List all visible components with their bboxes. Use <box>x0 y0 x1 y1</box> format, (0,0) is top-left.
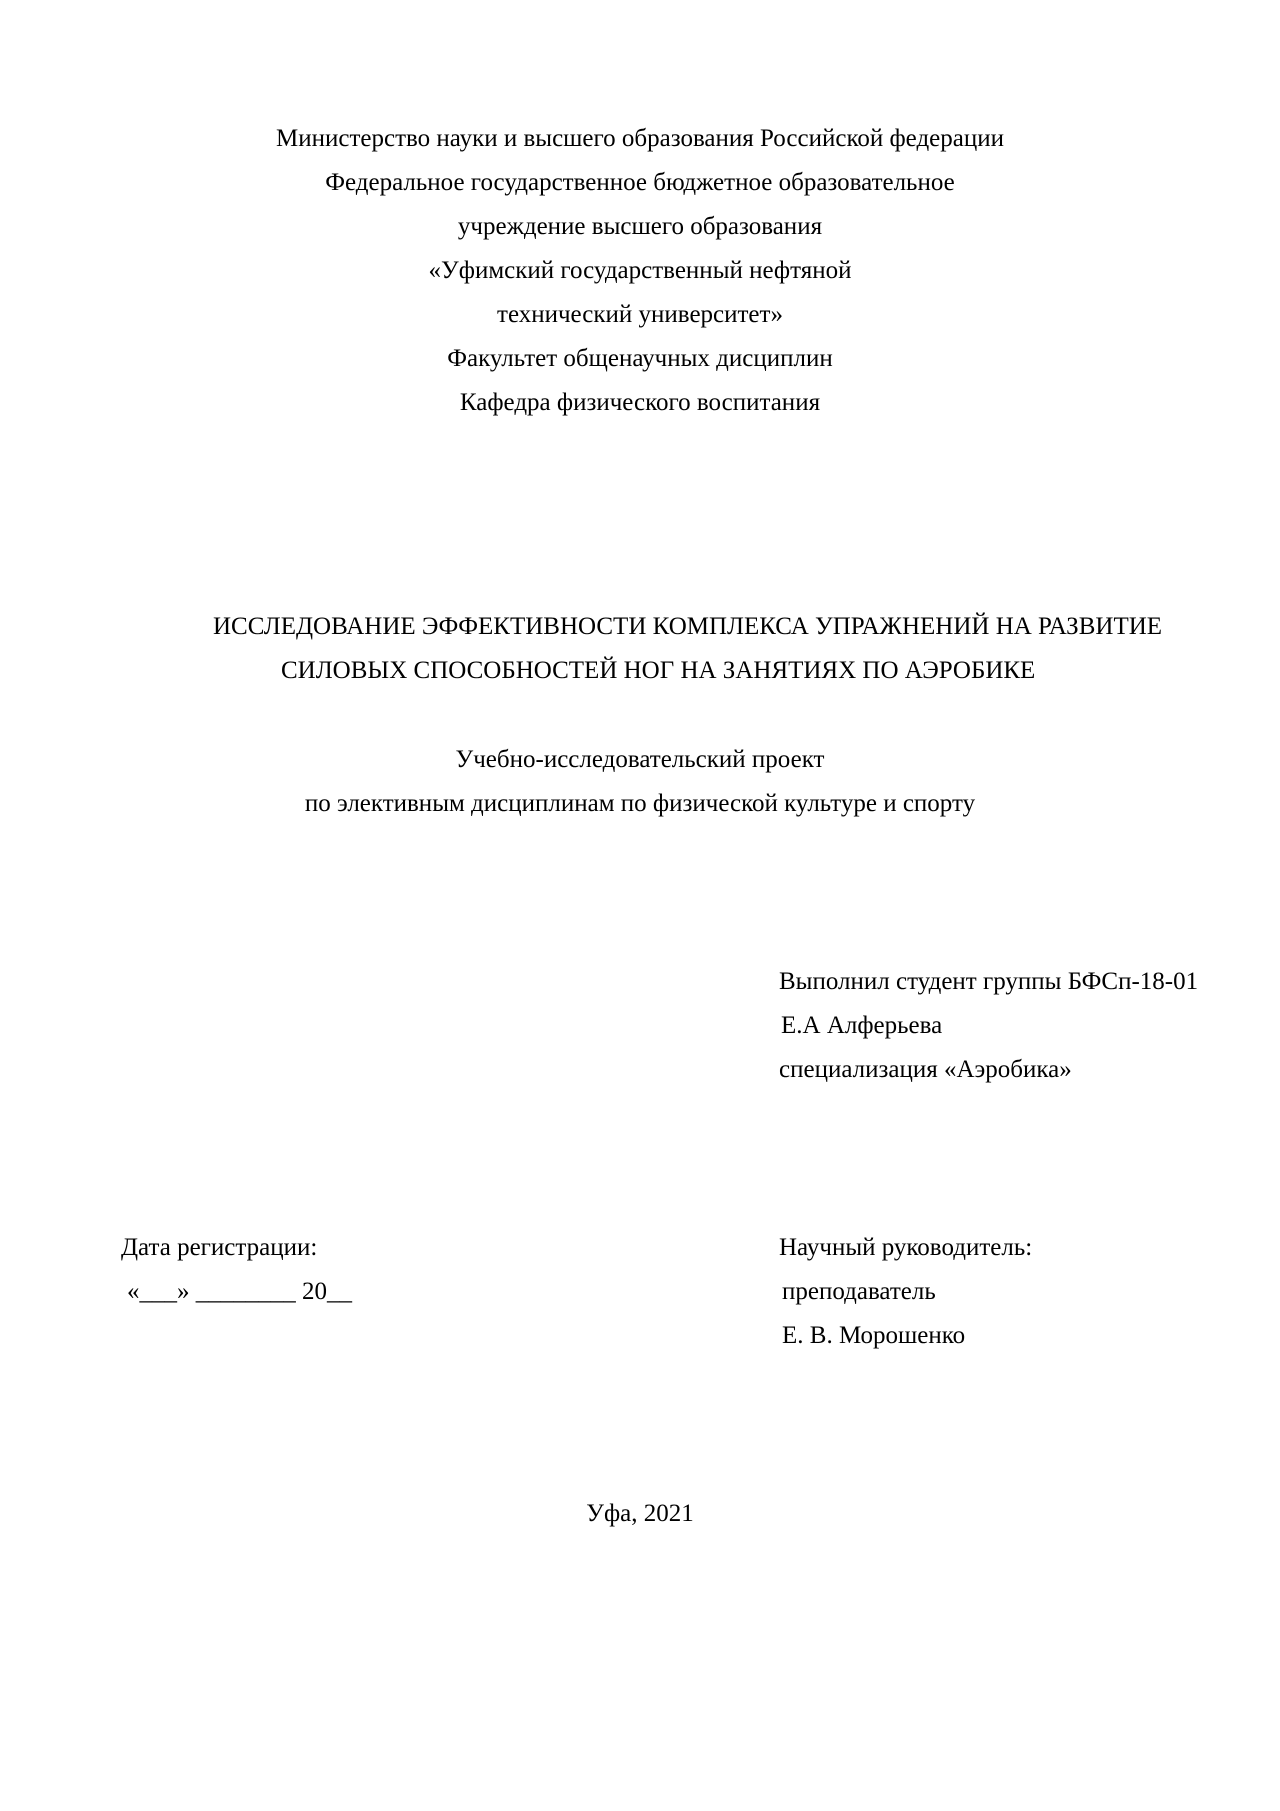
work-title-line-2: СИЛОВЫХ СПОСОБНОСТЕЙ НОГ НА ЗАНЯТИЯХ ПО АЭРОБИКЕ <box>281 657 1036 684</box>
institution-type-line: Федеральное государственное бюджетное образовательное <box>325 169 955 196</box>
institution-level-line: учреждение высшего образования <box>457 213 823 240</box>
city-year: Уфа, 2021 <box>586 1500 694 1527</box>
author-name: Е.А Алферьева <box>781 1012 943 1039</box>
author-specialization: специализация «Аэробика» <box>779 1056 1072 1083</box>
supervisor-label: Научный руководитель: <box>779 1234 1033 1261</box>
ministry-line: Министерство науки и высшего образования Российской федерации <box>275 125 1004 152</box>
work-type-line-1: Учебно-исследовательский проект <box>455 746 825 773</box>
faculty-line: Факультет общенаучных дисциплин <box>447 345 833 372</box>
registration-label: Дата регистрации: <box>121 1234 318 1261</box>
supervisor-name: Е. В. Морошенко <box>782 1322 966 1349</box>
work-title-line-1: ИССЛЕДОВАНИЕ ЭФФЕКТИВНОСТИ КОМПЛЕКСА УПРАЖНЕНИЙ НА РАЗВИТИЕ <box>213 613 1163 640</box>
author-group-line: Выполнил студент группы БФСп-18-01 <box>779 968 1199 995</box>
university-name-line-2: технический университет» <box>497 301 783 328</box>
university-name-line-1: «Уфимский государственный нефтяной <box>428 257 852 284</box>
work-type-line-2: по элективным дисциплинам по физической культуре и спорту <box>304 790 976 817</box>
supervisor-position: преподаватель <box>782 1278 936 1305</box>
registration-date-blank: «___» ________ 20__ <box>127 1278 352 1305</box>
department-line: Кафедра физического воспитания <box>459 389 821 416</box>
